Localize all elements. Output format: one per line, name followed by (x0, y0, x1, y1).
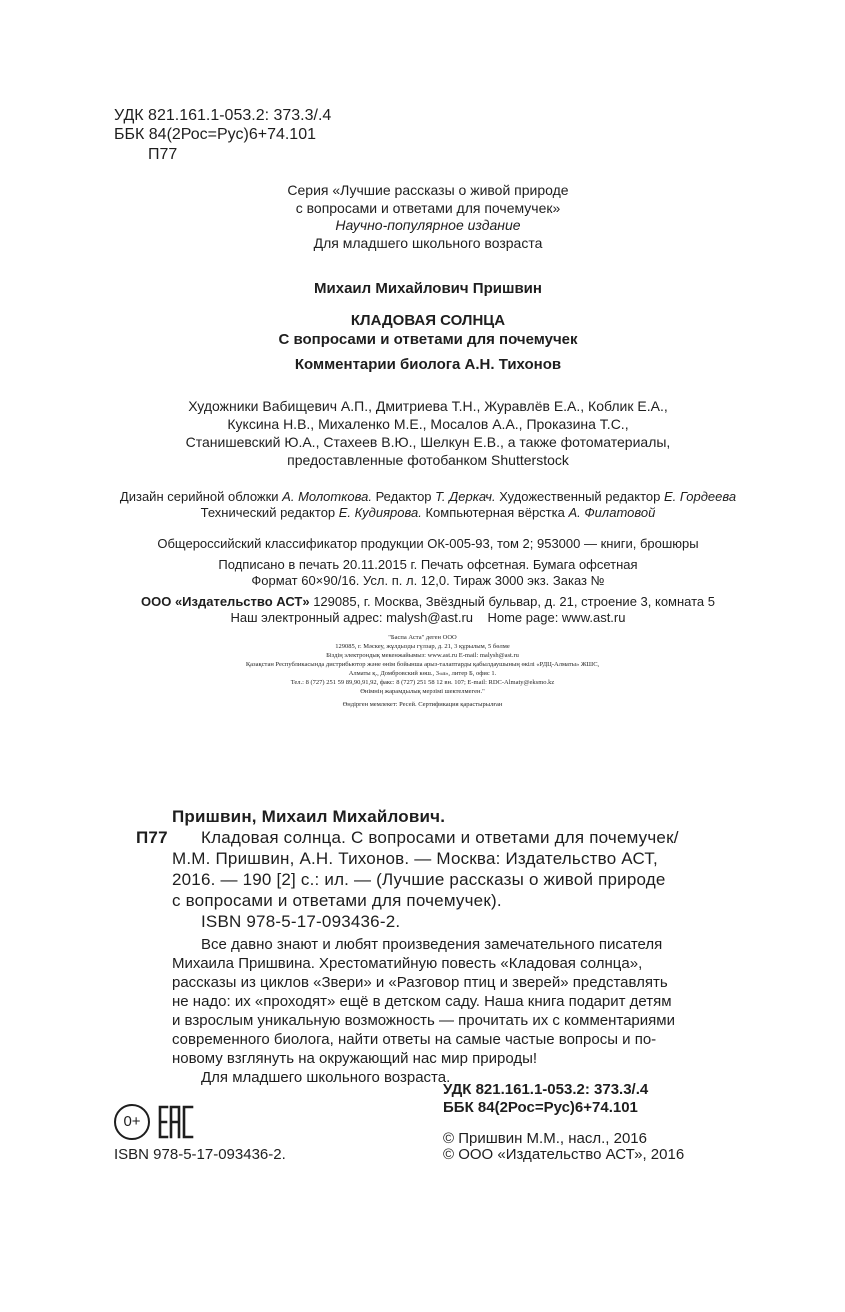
udk-footer: УДК 821.161.1-053.2: 373.3/.4 (443, 1081, 649, 1098)
copyright-author: © Пришвин М.М., насл., 2016 (443, 1130, 647, 1147)
kazakh-line: Біздің электрондық мекенжайымыз: www.ast.ru E-mail: malysh@ast.ru (326, 652, 519, 659)
credit-person: А. Молоткова. (282, 489, 372, 504)
catalog-code: П77 (136, 828, 168, 847)
edition-type: Научно-популярное издание (335, 217, 521, 233)
book-subtitle: С вопросами и ответами для почемучек (278, 331, 578, 348)
credit-label: Технический редактор (200, 505, 339, 520)
annotation-line-1: Все давно знают и любят произведения замечательного писателя (201, 936, 663, 953)
kazakh-line: Қазақстан Республикасында дистрибьютор және өнім бойынша арыз-талаптарды қабылдаушының өкілі «РДЦ-Алматы» ЖШС, (245, 661, 600, 668)
credit-person: Т. Деркач. (435, 489, 496, 504)
print-info-line-1: Подписано в печать 20.11.2015 г. Печать офсетная. Бумага офсетная (218, 557, 638, 572)
artists-line-1: Художники Вабищевич А.П., Дмитриева Т.Н., Журавлёв Е.А., Коблик Е.А., (188, 398, 668, 414)
catalog-line-2: М.М. Пришвин, А.Н. Тихонов. — Москва: Издательство АСТ, (172, 849, 658, 868)
kazakh-line: Тел.: 8 (727) 251 59 89,90,91,92, факс: 8 (727) 251 58 12 вн. 107; E-mail: RDC-Almaty@eksmo.kz (290, 679, 555, 686)
age-rating-badge: 0+ (114, 1104, 150, 1140)
artists-line-2: Куксина Н.В., Михаленко М.Е., Мосалов А.А., Проказина Т.С., (227, 416, 629, 432)
eac-mark (157, 1104, 195, 1140)
annotation-line-2: Михаила Пришвина. Хрестоматийную повесть «Кладовая солнца», (172, 955, 643, 972)
kazakh-line: "Баспа Аста" деген ООО (388, 634, 457, 641)
credit-person: Е. Гордеева (664, 489, 737, 504)
isbn-footer: ISBN 978-5-17-093436-2. (114, 1146, 286, 1163)
series-line-2: с вопросами и ответами для почемучек» (295, 200, 561, 216)
publisher-name: ООО «Издательство АСТ» (141, 594, 310, 609)
annotation-line-4: не надо: их «проходят» ещё в детском саду. Наша книга подарит детям (172, 993, 672, 1010)
bbk-header: ББК 84(2Рос=Рус)6+74.101 (114, 126, 316, 143)
annotation-line-3: рассказы из циклов «Звери» и «Разговор птиц и зверей» представлять (172, 974, 668, 991)
annotation-line-7: новому взглянуть на окружающий нас мир природы! (172, 1050, 538, 1067)
catalog-line-1: Кладовая солнца. С вопросами и ответами для почемучек/ (201, 828, 679, 847)
product-classifier: Общероссийский классификатор продукции ОК-005-93, том 2; 953000 — книги, брошюры (157, 536, 699, 551)
artists-line-3: Станишевский Ю.А., Стахеев В.Ю., Шелкун Е.В., а также фотоматериалы, (185, 434, 671, 450)
publisher-street: 129085, г. Москва, Звёздный бульвар, д. 21, строение 3, комната 5 (309, 594, 715, 609)
catalog-line-3: 2016. — 190 [2] с.: ил. — (Лучшие рассказы о живой природе (172, 870, 666, 889)
credits-line-1 (0, 489, 845, 505)
publisher-address (0, 594, 845, 610)
bbk-footer: ББК 84(2Рос=Рус)6+74.101 (443, 1099, 638, 1116)
credit-label: Дизайн серийной обложки (119, 489, 283, 504)
kazakh-imprint (0, 633, 845, 709)
catalog-author: Пришвин, Михаил Михайлович. (172, 807, 446, 826)
eac-icon (157, 1104, 195, 1140)
credit-label: Художественный редактор (495, 489, 664, 504)
credits-line-2 (0, 505, 845, 521)
catalog-line-4: с вопросами и ответами для почемучек). (172, 891, 502, 910)
catalog-isbn: ISBN 978-5-17-093436-2. (201, 912, 401, 931)
copyright-publisher: © ООО «Издательство АСТ», 2016 (443, 1146, 685, 1163)
author-code-header: П77 (148, 146, 178, 163)
kazakh-line: 129085, г. Мәскеу, жұлдызды гүлзар, д. 21, 3 құрылым, 5 бөлме (335, 643, 510, 650)
series-line-1: Серия «Лучшие рассказы о живой природе (287, 182, 569, 198)
udk-header: УДК 821.161.1-053.2: 373.3/.4 (114, 107, 332, 124)
kazakh-line: Өнімнің жарамдылық мерзімі шектелмеген." (360, 688, 485, 695)
author-name: Михаил Михайлович Пришвин (314, 280, 542, 297)
artists-line-4: предоставленные фотобанком Shutterstock (287, 452, 569, 468)
print-info-line-2: Формат 60×90/16. Усл. п. л. 12,0. Тираж 3000 экз. Заказ № (251, 573, 605, 588)
annotation-audience: Для младшего школьного возраста. (201, 1069, 451, 1086)
book-title: КЛАДОВАЯ СОЛНЦА (350, 312, 506, 329)
publisher-contacts: Наш электронный адрес: malysh@ast.ru Home page: www.ast.ru (230, 610, 626, 625)
annotation-line-6: современного биолога, найти ответы на самые частые вопросы и по- (172, 1031, 657, 1048)
book-commentary: Комментарии биолога А.Н. Тихонов (294, 356, 562, 373)
credit-person: Е. Кудиярова. (338, 505, 422, 520)
kazakh-country: Өндірген мемлекет: Ресей. Сертификация қарастырылған (342, 701, 503, 708)
credit-person: А. Филатовой (568, 505, 656, 520)
kazakh-line: Алматы қ., Домбровский көш., 3«а», литер Б, офис 1. (348, 670, 497, 677)
annotation-line-5: и взрослым уникальную возможность — прочитать их с комментариями (172, 1012, 675, 1029)
credit-label: Компьютерная вёрстка (421, 505, 569, 520)
credit-label: Редактор (371, 489, 436, 504)
age-group: Для младшего школьного возраста (313, 235, 543, 251)
